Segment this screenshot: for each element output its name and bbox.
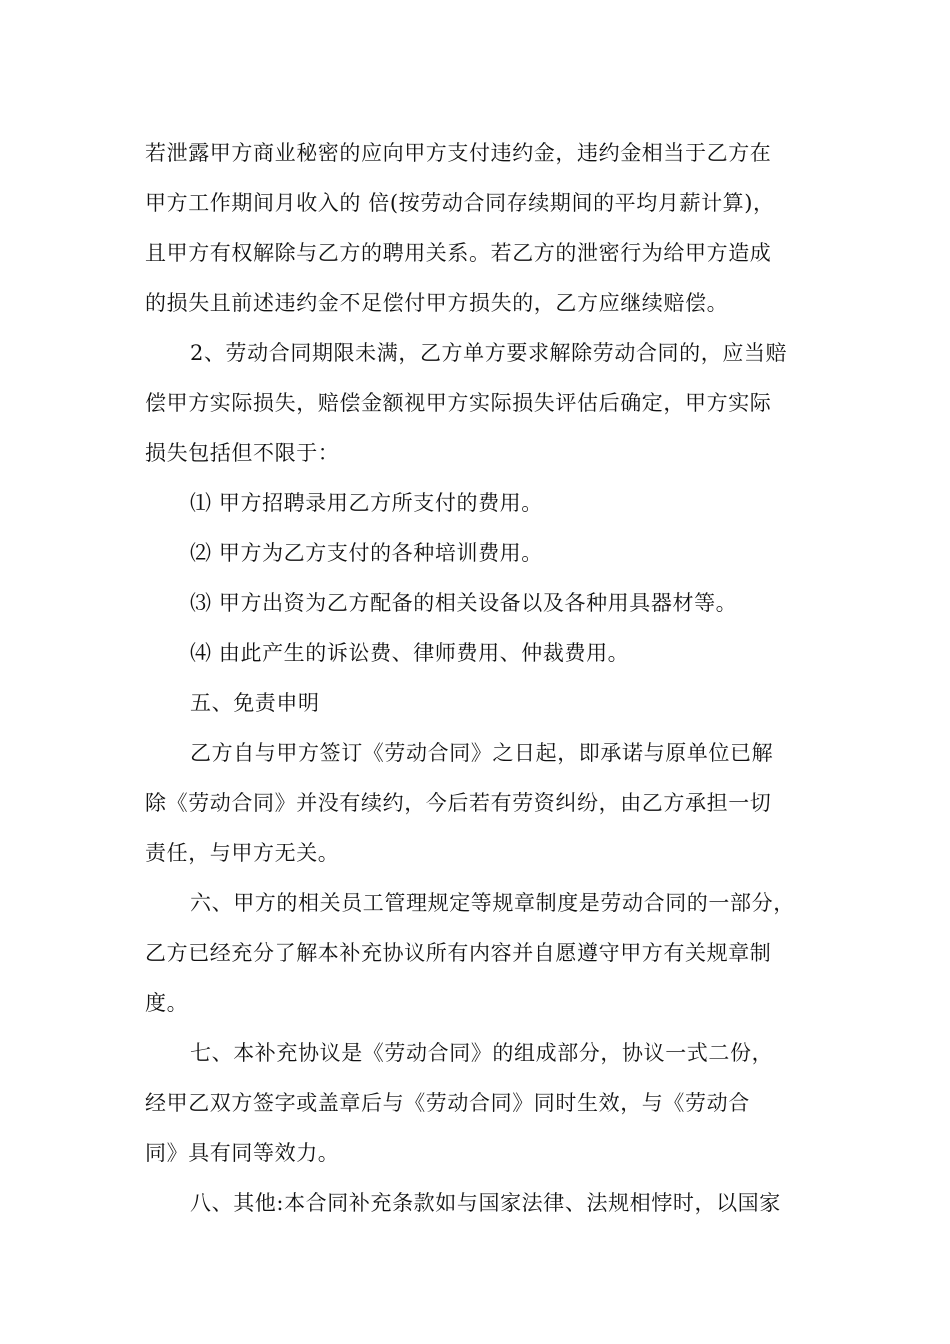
text-line: 乙方已经充分了解本补充协议所有内容并自愿遵守甲方有关规章制 <box>145 941 772 965</box>
text-line: 甲方工作期间月收入的 倍(按劳动合同存续期间的平均月薪计算)， <box>145 191 775 215</box>
text-line: 责任，与甲方无关。 <box>145 841 340 865</box>
text-line: 若泄露甲方商业秘密的应向甲方支付违约金，违约金相当于乙方在 <box>145 141 772 165</box>
text-line: 同》具有同等效力。 <box>145 1141 340 1165</box>
text-line: 的损失且前述违约金不足偿付甲方损失的，乙方应继续赔偿。 <box>145 291 729 315</box>
list-item: ⑵ 甲方为乙方支付的各种培训费用。 <box>190 541 543 565</box>
text-line: 度。 <box>145 991 189 1015</box>
text-line: 且甲方有权解除与乙方的聘用关系。若乙方的泄密行为给甲方造成 <box>145 241 772 265</box>
text-line: 八、其他:本合同补充条款如与国家法律、法规相悖时，以国家 <box>190 1191 781 1215</box>
text-line: 2、劳动合同期限未满，乙方单方要求解除劳动合同的，应当赔 <box>190 341 788 365</box>
text-line: 乙方自与甲方签订《劳动合同》之日起，即承诺与原单位已解 <box>190 741 774 765</box>
text-line: 偿甲方实际损失，赔偿金额视甲方实际损失评估后确定，甲方实际 <box>145 391 772 415</box>
section-heading: 五、免责申明 <box>190 691 320 715</box>
list-item: ⑶ 甲方出资为乙方配备的相关设备以及各种用具器材等。 <box>190 591 738 615</box>
text-line: 六、甲方的相关员工管理规定等规章制度是劳动合同的一部分， <box>190 891 795 915</box>
text-line: 损失包括但不限于： <box>145 441 340 465</box>
list-item: ⑷ 由此产生的诉讼费、律师费用、仲裁费用。 <box>190 641 630 665</box>
list-item: ⑴ 甲方招聘录用乙方所支付的费用。 <box>190 491 543 515</box>
text-line: 经甲乙双方签字或盖章后与《劳动合同》同时生效，与《劳动合 <box>145 1091 750 1115</box>
text-line: 除《劳动合同》并没有续约，今后若有劳资纠纷，由乙方承担一切 <box>145 791 772 815</box>
text-line: 七、本补充协议是《劳动合同》的组成部分，协议一式二份， <box>190 1041 774 1065</box>
